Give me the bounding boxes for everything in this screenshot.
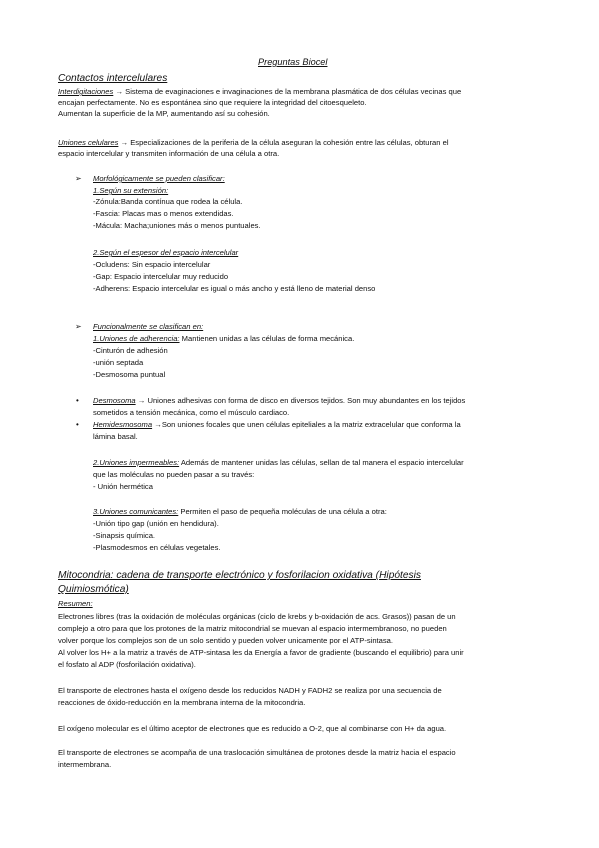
subheading-morfologicamente: Morfológicamente se pueden clasificar:: [93, 174, 225, 183]
paragraph-line: Electrones libres (tras la oxidación de moléculas orgánicas (ciclo de krebs y b-oxidación de acs. Grasos)) pasan de un: [58, 612, 456, 621]
text-line: Sistema de evaginaciones e invaginaciones de la membrana plasmática de dos células vecinas que: [125, 87, 462, 96]
right-arrow-icon: →: [115, 87, 124, 96]
text-line: Especializaciones de la periferia de la célula aseguran la cohesión entre las células, obturan el: [130, 138, 449, 147]
list-item: -Ocludens: Sin espacio intercelular: [93, 260, 211, 269]
text-line: Además de mantener unidas las células, sellan de tal manera el espacio intercelular: [180, 458, 464, 467]
list-item: -Unión tipo gap (unión en hendidura).: [93, 519, 219, 528]
term-uniones-celulares: Uniones celulares: [58, 138, 119, 147]
paragraph-line: Al volver los H+ a la matriz a través de ATP-sintasa les da Energía a favor de gradiente (buscando el equilibrio) para unir: [58, 648, 464, 657]
desmosoma-line1: [93, 396, 465, 406]
uniones-comunicantes-line: [93, 507, 387, 517]
paragraph-uniones-line1: [58, 138, 449, 148]
paragraph-line: el fosfato al ADP (fosforilación oxidativa).: [58, 660, 196, 669]
list-item: -Zónula:Banda contínua que rodea la célula.: [93, 197, 243, 206]
paragraph-line: lámina basal.: [93, 432, 138, 441]
term-desmosoma: Desmosoma: [93, 396, 136, 405]
paragraph-line: intermembrana.: [58, 760, 112, 769]
text-line: Mantienen unidas a las células de forma mecánica.: [181, 334, 355, 343]
right-arrow-icon: →: [154, 420, 162, 429]
arrow-bullet-icon: ➢: [75, 174, 82, 183]
paragraph-line: encajan perfectamente. No es espontánea sino que requiere la integridad del citoesqueleto.: [58, 98, 367, 107]
arrow-bullet-icon: ➢: [75, 322, 82, 331]
paragraph-line: Aumentan la superficie de la MP, aumentando así su cohesión.: [58, 109, 270, 118]
text-line: Son uniones focales que unen células epiteliales a la matriz extracelular que conforma la: [161, 420, 461, 429]
list-item: -unión septada: [93, 358, 144, 367]
section-heading-mitocondria-line1: Mitocondria: cadena de transporte electrónico y fosforilacion oxidativa (Hipótesis: [58, 570, 421, 581]
text-line: Permiten el paso de pequeña moléculas de una célula a otra:: [180, 507, 387, 516]
right-arrow-icon: →: [137, 396, 146, 405]
paragraph-line: volver porque los complejos son de un solo sentido y pueden volver unicamente por el ATP-sintasa.: [58, 636, 394, 645]
term-hemidesmosoma: Hemidesmosoma: [93, 420, 153, 429]
list-item: -Gap: Espacio intercelular muy reducido: [93, 272, 229, 281]
subheading-funcionalmente: Funcionalmente se clasifican en:: [93, 322, 204, 331]
subheading-comunicantes: 3.Uniones comunicantes:: [93, 507, 179, 516]
paragraph-line: espacio intercelular y transmiten información de una célula a otra.: [58, 149, 280, 158]
term-interdigitaciones: Interdigitaciones: [58, 87, 114, 96]
subheading-adherencia: 1.Uniones de adherencia:: [93, 334, 180, 343]
uniones-impermeables-line1: [93, 458, 464, 468]
list-item: -Fascia: Placas mas o menos extendidas.: [93, 209, 234, 218]
paragraph-line: sometidos a tensión mecánica, como el músculo cardiaco.: [93, 408, 290, 417]
paragraph-line: que las moléculas no pueden pasar a su través:: [93, 470, 255, 479]
dot-bullet-icon: •: [76, 396, 79, 405]
list-item: -Sinapsis química.: [93, 531, 156, 540]
list-item: -Mácula: Macha;uniones más o menos puntuales.: [93, 221, 261, 230]
paragraph-line: complejo a otro para que los protones de la matriz mitocondrial se muevan al espacio intermembranoso, no pueden: [58, 624, 447, 633]
list-item: -Adherens: Espacio intercelular es igual o más ancho y está lleno de material denso: [93, 284, 376, 293]
paragraph-line: El transporte de electrones hasta el oxígeno desde los reducidos NADH y FADH2 se realiza por una secuencia de: [58, 686, 442, 695]
paragraph-line: El transporte de electrones se acompaña de una traslocación simultánea de protones desde la matriz hacia el espacio: [58, 748, 456, 757]
hemidesmosoma-line1: [93, 420, 461, 430]
page-title: Preguntas Biocel: [258, 57, 328, 67]
subheading-impermeables: 2.Uniones impermeables:: [93, 458, 180, 467]
right-arrow-icon: →: [120, 138, 129, 147]
subheading-espesor: 2.Según el espesor del espacio intercelular: [93, 248, 239, 257]
list-item: -Desmosoma puntual: [93, 370, 166, 379]
subheading-resumen: Resumen:: [58, 599, 93, 608]
paragraph-line: reacciones de óxido-reducción en la membrana interna de la mitocondria.: [58, 698, 306, 707]
paragraph-interdigitaciones-line1: [58, 87, 461, 97]
paragraph-line: El oxígeno molecular es el último aceptor de electrones que es reducido a O-2, que al combinarse con H+ da agua.: [58, 724, 447, 733]
text-line: Uniones adhesivas con forma de disco en diversos tejidos. Son muy abundantes en los tejidos: [147, 396, 466, 405]
list-item: -Plasmodesmos en células vegetales.: [93, 543, 221, 552]
dot-bullet-icon: •: [76, 420, 79, 429]
uniones-adherencia-line: [93, 334, 354, 344]
list-item: -Cinturón de adhesión: [93, 346, 168, 355]
list-item: - Unión hermética: [93, 482, 153, 491]
subheading-extension: 1.Según su extensión:: [93, 186, 169, 195]
section-heading-mitocondria-line2: Quimiosmótica): [58, 584, 129, 595]
section-heading-contactos: Contactos intercelulares: [58, 73, 168, 84]
